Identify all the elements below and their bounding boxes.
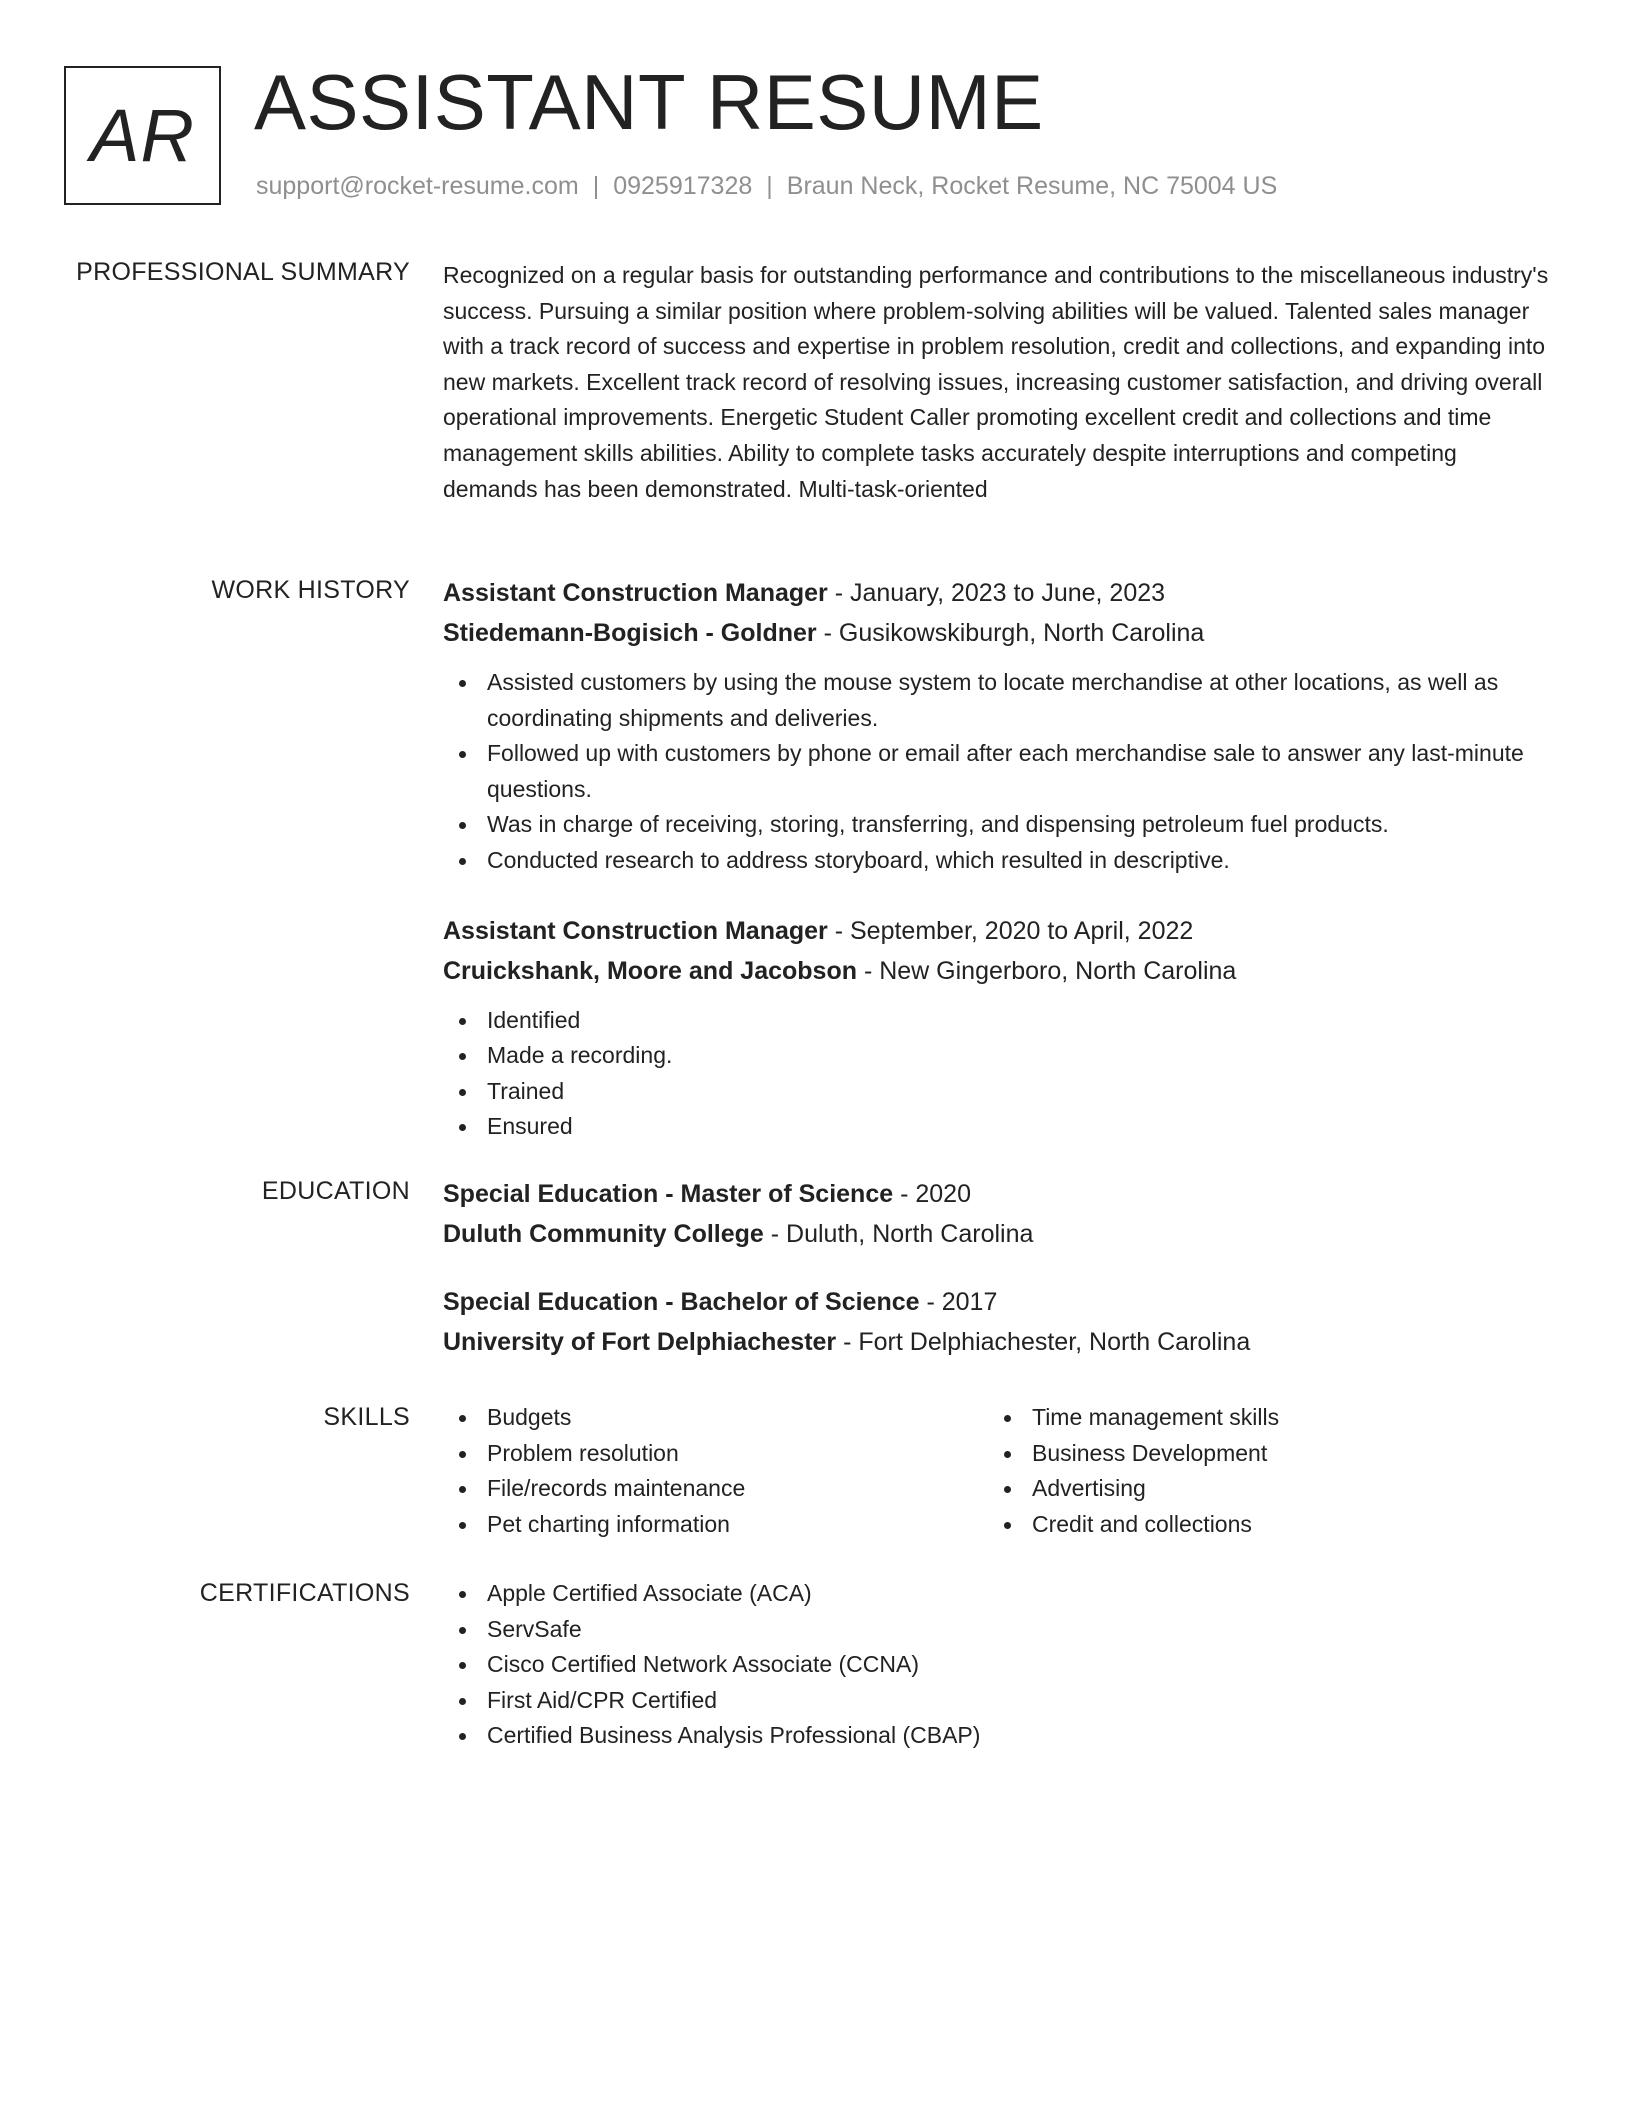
education-degree-line	[443, 1282, 1553, 1322]
summary-text: Recognized on a regular basis for outstanding performance and contributions to the miscellaneous industry's success. Pursuing a similar position where problem-solving abilities will be valued. Talented sales manager with a track record of success and expertise in problem resolution, credit and collections, and expanding into new markets. Excellent track record of resolving issues, increasing customer satisfaction, and driving overall operational improvements. Energetic Student Caller promoting excellent credit and collections and time management skills abilities. Ability to complete tasks accurately despite interruptions and competing demands has been demonstrated. Multi-task-oriented	[443, 262, 1549, 502]
list-item: ServSafe	[443, 1612, 1553, 1648]
list-item: Followed up with customers by phone or email after each merchandise sale to answer any last-minute questions.	[443, 736, 1553, 807]
list-item: First Aid/CPR Certified	[443, 1683, 1553, 1719]
skills-columns	[443, 1400, 1553, 1542]
list-item: Time management skills	[988, 1400, 1533, 1436]
job-company-line	[443, 951, 1553, 991]
skills-column-right	[988, 1400, 1533, 1542]
resume-name: ASSISTANT RESUME	[254, 58, 1044, 146]
list-item: Apple Certified Associate (ACA)	[443, 1576, 1553, 1612]
section-title-certifications: CERTIFICATIONS	[199, 1579, 410, 1607]
list-item: Business Development	[988, 1436, 1533, 1472]
job-role: Assistant Construction Manager	[443, 916, 828, 945]
contact-separator: |	[766, 172, 773, 200]
education-entry	[443, 1282, 1553, 1362]
education-entry	[443, 1174, 1553, 1254]
education-location: - Fort Delphiachester, North Carolina	[836, 1328, 1251, 1356]
section-title-education: EDUCATION	[261, 1177, 410, 1205]
job-title-line	[443, 573, 1553, 613]
certifications-list	[443, 1576, 1553, 1754]
monogram-badge: AR	[64, 66, 221, 205]
job-location: - Gusikowskiburgh, North Carolina	[816, 619, 1205, 647]
education-degree: Special Education - Bachelor of Science	[443, 1288, 920, 1316]
job-dates: - January, 2023 to June, 2023	[827, 579, 1166, 607]
list-item: Credit and collections	[988, 1507, 1533, 1543]
list-item: Problem resolution	[443, 1436, 988, 1472]
job-entry	[443, 573, 1553, 879]
list-item: Was in charge of receiving, storing, transferring, and dispensing petroleum fuel products.	[443, 807, 1553, 843]
list-item: Cisco Certified Network Associate (CCNA)	[443, 1647, 1553, 1683]
contact-address: Braun Neck, Rocket Resume, NC 75004 US	[786, 172, 1278, 200]
list-item: Identified	[443, 1003, 1553, 1039]
list-item: Budgets	[443, 1400, 988, 1436]
contact-email: support@rocket-resume.com	[256, 172, 579, 200]
list-item: Ensured	[443, 1109, 1553, 1145]
job-dates: - September, 2020 to April, 2022	[827, 916, 1194, 945]
job-bullets	[443, 1003, 1553, 1145]
job-role: Assistant Construction Manager	[443, 579, 828, 607]
education-school: Duluth Community College	[443, 1220, 764, 1248]
contact-separator: |	[592, 172, 600, 200]
education-location: - Duluth, North Carolina	[763, 1220, 1034, 1248]
list-item: Advertising	[988, 1471, 1533, 1507]
list-item: Certified Business Analysis Professional (CBAP)	[443, 1718, 1553, 1754]
skills-list	[443, 1400, 988, 1542]
job-bullets	[443, 665, 1553, 879]
job-company: Stiedemann-Bogisich - Goldner	[443, 619, 817, 647]
skills-list	[988, 1400, 1533, 1542]
contact-phone: 0925917328	[613, 172, 753, 200]
skills-column-left	[443, 1400, 988, 1542]
contact-line	[256, 172, 1277, 201]
education-degree: Special Education - Master of Science	[443, 1180, 894, 1208]
section-title-summary: PROFESSIONAL SUMMARY	[76, 258, 410, 286]
job-company: Cruickshank, Moore and Jacobson	[443, 956, 857, 985]
list-item: Trained	[443, 1074, 1553, 1110]
list-item: Assisted customers by using the mouse system to locate merchandise at other locations, as well as coordinating shipments and deliveries.	[443, 665, 1553, 736]
education-school-line	[443, 1322, 1553, 1362]
section-title-skills: SKILLS	[323, 1403, 410, 1431]
job-entry	[443, 911, 1553, 1145]
job-company-line	[443, 613, 1553, 653]
education-year: - 2017	[919, 1288, 998, 1316]
list-item: Pet charting information	[443, 1507, 988, 1543]
list-item: File/records maintenance	[443, 1471, 988, 1507]
section-title-work: WORK HISTORY	[211, 576, 410, 604]
job-location: - New Gingerboro, North Carolina	[857, 956, 1237, 985]
education-year: - 2020	[893, 1180, 971, 1208]
job-title-line	[443, 911, 1553, 951]
education-school: University of Fort Delphiachester	[443, 1328, 837, 1356]
education-degree-line	[443, 1174, 1553, 1214]
list-item: Conducted research to address storyboard, which resulted in descriptive.	[443, 843, 1553, 879]
education-school-line	[443, 1214, 1553, 1254]
list-item: Made a recording.	[443, 1038, 1553, 1074]
